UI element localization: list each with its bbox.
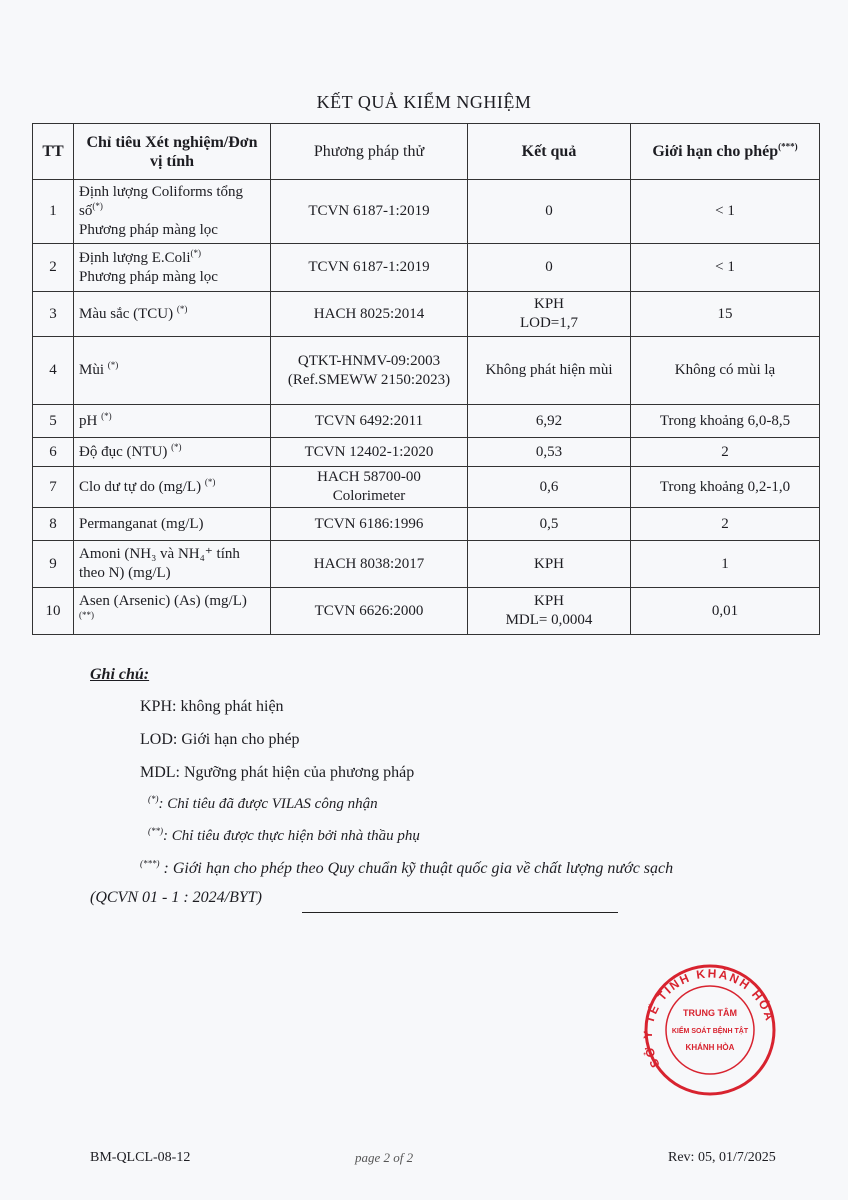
- method-text: TCVN 6626:2000: [314, 602, 424, 619]
- indicator-sup: (*): [101, 410, 112, 421]
- document-title: KẾT QUẢ KIỂM NGHIỆM: [316, 92, 532, 112]
- cell-method: [271, 292, 468, 337]
- indicator-name: Định lượng E.Coli: [79, 249, 191, 266]
- table-row: [33, 405, 820, 438]
- indicator-name: Permanganat (mg/L): [79, 515, 204, 532]
- cell-indicator: [74, 405, 271, 438]
- cell-result: [468, 244, 631, 292]
- cell-result: [468, 405, 631, 438]
- result-text-2: MDL= 0,0004: [505, 612, 593, 628]
- indicator-method-note: Phương pháp màng lọc: [79, 222, 218, 238]
- note-2: [148, 826, 848, 859]
- table-row: [33, 588, 820, 635]
- table-row: [33, 337, 820, 405]
- header-limit-sup: (***): [778, 141, 798, 152]
- note-3-text: : Giới hạn cho phép theo Quy chuẩn kỹ thuật quốc gia về chất lượng nước sạch: [159, 860, 674, 877]
- cell-tt: 4: [33, 337, 74, 405]
- result-text: KPH: [533, 593, 564, 609]
- indicator-name: Clo dư tự do (mg/L): [79, 478, 205, 495]
- footer-page: page 2 of 2: [355, 1150, 414, 1165]
- indicator-name: Asen (Arsenic) (As) (mg/L): [79, 593, 247, 609]
- indicator-name: Định lượng Coliforms tổng số: [79, 184, 243, 219]
- header-result: Kết quả: [468, 124, 631, 180]
- cell-method: [271, 180, 468, 244]
- cell-indicator: [74, 467, 271, 508]
- cell-tt: 2: [33, 244, 74, 292]
- cell-method: [271, 438, 468, 467]
- cell-tt: 7: [33, 467, 74, 508]
- note-lod: LOD: Giới hạn cho phép: [140, 731, 300, 748]
- note-3-standard: (QCVN 01 - 1 : 2024/BYT): [90, 889, 262, 906]
- footer-revision: Rev: 05, 01/7/2025: [668, 1150, 776, 1165]
- stamp-inner-line: KIỂM SOÁT BỆNH TẬT: [671, 1028, 749, 1035]
- cell-result: [468, 438, 631, 467]
- indicator-sup: (*): [204, 476, 216, 487]
- cell-limit: Trong khoảng 6,0-8,5: [631, 405, 820, 438]
- cell-method: [271, 508, 468, 541]
- cell-indicator: [74, 541, 271, 588]
- cell-limit: < 1: [631, 180, 820, 244]
- method-text: HACH 58700-00: [317, 469, 421, 485]
- table-row: [33, 541, 820, 588]
- method-text: HACH 8025:2014: [313, 305, 425, 322]
- table-row: [33, 438, 820, 467]
- cell-limit: 2: [631, 508, 820, 541]
- result-text: KPH: [533, 296, 564, 312]
- table-header-row: [33, 124, 820, 180]
- cell-result: [468, 508, 631, 541]
- header-limit: [631, 124, 820, 180]
- cell-result: [468, 467, 631, 508]
- cell-indicator: [74, 244, 271, 292]
- results-table: [32, 123, 820, 635]
- cell-tt: 6: [33, 438, 74, 467]
- indicator-name: Độ đục (NTU): [79, 443, 172, 460]
- indicator-method-note: Phương pháp màng lọc: [79, 268, 218, 285]
- result-text: 6,92: [535, 412, 563, 429]
- table-row: [33, 244, 820, 292]
- method-text: TCVN 6187-1:2019: [308, 203, 430, 219]
- cell-method: [271, 588, 468, 635]
- svg-text:SỞ Y TẾ TỈNH KHÁNH HÒA: [641, 966, 778, 1070]
- indicator-name: pH: [79, 412, 102, 429]
- result-text-2: LOD=1,7: [519, 315, 579, 331]
- method-text: HACH 8038:2017: [313, 555, 425, 572]
- cell-result: [468, 337, 631, 405]
- note-3-symbol: (***): [140, 858, 160, 869]
- cell-method: [271, 467, 468, 508]
- table-row: [33, 180, 820, 244]
- cell-tt: 5: [33, 405, 74, 438]
- result-text: Không phát hiện mùi: [485, 362, 613, 378]
- method-text-2: (Ref.SMEWW 2150:2023): [287, 371, 451, 388]
- cell-method: [271, 541, 468, 588]
- method-text: TCVN 6187-1:2019: [308, 259, 430, 275]
- result-text: 0: [545, 203, 553, 219]
- stamp-inner-line: TRUNG TÂM: [683, 1008, 737, 1018]
- cell-limit: 15: [631, 292, 820, 337]
- cell-indicator: [74, 508, 271, 541]
- cell-result: [468, 588, 631, 635]
- notes-section: [0, 635, 848, 913]
- note-kph: KPH: không phát hiện: [140, 698, 284, 715]
- note-2-text: : Chỉ tiêu được thực hiện bởi nhà thầu phụ: [163, 828, 420, 844]
- cell-indicator: [74, 292, 271, 337]
- result-text: KPH: [533, 555, 564, 572]
- official-stamp: [640, 960, 780, 1100]
- header-method: Phương pháp thử: [271, 124, 468, 180]
- cell-tt: 10: [33, 588, 74, 635]
- cell-indicator: [74, 180, 271, 244]
- result-text: 0,53: [535, 443, 563, 460]
- cell-limit: Không có mùi lạ: [631, 337, 820, 405]
- note-1-text: : Chỉ tiêu đã được VILAS công nhận: [158, 796, 378, 812]
- cell-method: [271, 337, 468, 405]
- result-text: 0,6: [539, 478, 559, 495]
- method-text: TCVN 6492:2011: [314, 412, 424, 429]
- cell-limit: 2: [631, 438, 820, 467]
- cell-indicator: [74, 337, 271, 405]
- indicator-name: Amoni (NH₃ và NH₄⁺ tính theo N) (mg/L): [79, 546, 240, 581]
- header-indicator: Chỉ tiêu Xét nghiệm/Đơn vị tính: [74, 124, 271, 180]
- notes-heading: Ghi chú:: [90, 666, 150, 683]
- indicator-name: Màu sắc (TCU): [79, 305, 177, 322]
- page-body: [0, 123, 848, 913]
- note-3: [140, 859, 848, 888]
- table-row: [33, 508, 820, 541]
- method-text: TCVN 6186:1996: [314, 515, 424, 532]
- cell-limit: < 1: [631, 244, 820, 292]
- cell-limit: 0,01: [631, 588, 820, 635]
- cell-tt: 1: [33, 180, 74, 244]
- stamp-outer-text: SỞ Y TẾ TỈNH KHÁNH HÒA: [640, 966, 778, 1070]
- cell-limit: Trong khoảng 0,2-1,0: [631, 467, 820, 508]
- cell-result: [468, 541, 631, 588]
- cell-tt: 3: [33, 292, 74, 337]
- indicator-sup: (*): [107, 360, 119, 370]
- divider-line: [302, 912, 618, 913]
- indicator-name: Mùi: [79, 362, 108, 378]
- note-2-symbol: (**): [148, 826, 163, 836]
- cell-indicator: [74, 438, 271, 467]
- indicator-sup: (*): [171, 441, 182, 452]
- stamp-inner-line: KHÁNH HÒA: [685, 1043, 735, 1052]
- table-row: [33, 467, 820, 508]
- cell-limit: 1: [631, 541, 820, 588]
- header-tt: TT: [33, 124, 74, 180]
- indicator-sup: (*): [190, 247, 201, 258]
- note-mdl: MDL: Ngưỡng phát hiện của phương pháp: [140, 764, 415, 781]
- note-1-symbol: (*): [148, 794, 159, 804]
- cell-indicator: [74, 588, 271, 635]
- method-text: QTKT-HNMV-09:2003: [297, 352, 441, 369]
- cell-tt: 9: [33, 541, 74, 588]
- cell-method: [271, 244, 468, 292]
- indicator-sup: (*): [92, 201, 103, 211]
- table-row: [33, 292, 820, 337]
- cell-tt: 8: [33, 508, 74, 541]
- footer-form-code: BM-QLCL-08-12: [90, 1150, 191, 1165]
- method-text-2: Colorimeter: [332, 488, 406, 504]
- header-limit-text: Giới hạn cho phép: [652, 143, 779, 160]
- result-text: 0,5: [539, 515, 559, 532]
- cell-result: [468, 292, 631, 337]
- indicator-sup: (**): [79, 610, 94, 620]
- method-text: TCVN 12402-1:2020: [304, 443, 434, 460]
- cell-result: [468, 180, 631, 244]
- note-1: [148, 794, 848, 826]
- result-text: 0: [545, 259, 553, 275]
- indicator-sup: (*): [176, 303, 188, 314]
- cell-method: [271, 405, 468, 438]
